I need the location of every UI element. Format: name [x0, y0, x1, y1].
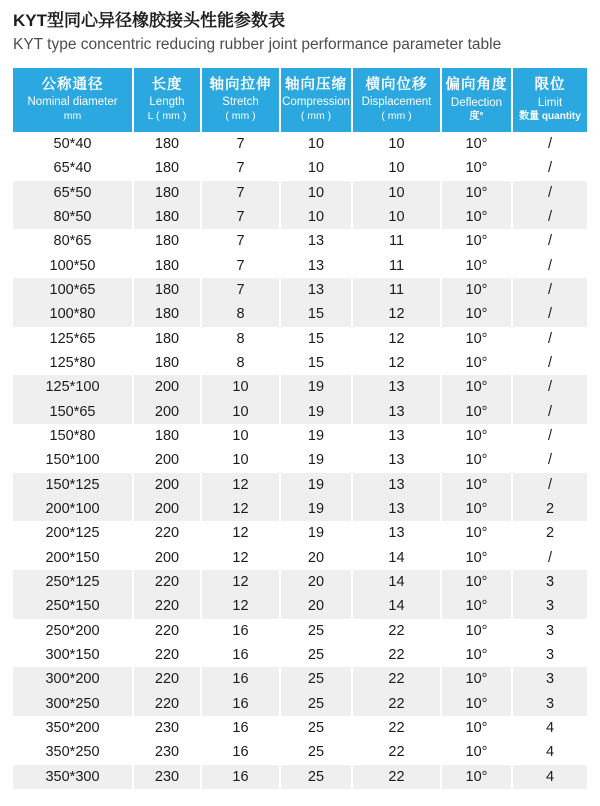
table-cell: 180 [134, 254, 202, 278]
table-cell: / [513, 327, 587, 351]
table-cell: 14 [353, 594, 442, 618]
column-title-zh: 公称通径 [41, 76, 104, 93]
table-cell: 16 [202, 643, 281, 667]
table-cell: 300*250 [13, 692, 134, 716]
table-row [13, 424, 587, 448]
table-cell: 12 [353, 351, 442, 375]
table-cell: 10° [442, 278, 513, 302]
performance-parameter-table [13, 68, 587, 789]
column-title-zh: 轴向压缩 [285, 76, 347, 93]
table-cell: 7 [202, 181, 281, 205]
table-cell: 19 [281, 473, 353, 497]
table-cell: / [513, 473, 587, 497]
table-cell: 22 [353, 765, 442, 789]
table-cell: 3 [513, 643, 587, 667]
table-cell: 10° [442, 424, 513, 448]
column-title-en: Deflection [450, 96, 503, 109]
column-title-en: Nominal diameter [27, 96, 118, 109]
table-cell: 3 [513, 619, 587, 643]
table-cell: 22 [353, 667, 442, 691]
table-cell: 150*80 [13, 424, 134, 448]
column-unit: mm [63, 110, 82, 123]
table-cell: 350*250 [13, 740, 134, 764]
table-cell: 125*100 [13, 375, 134, 399]
column-header-5 [353, 68, 442, 132]
table-cell: 300*200 [13, 667, 134, 691]
table-row [13, 351, 587, 375]
table-cell: 7 [202, 156, 281, 180]
column-title-zh: 横向位移 [365, 76, 428, 93]
table-body [13, 132, 587, 789]
table-cell: 22 [353, 643, 442, 667]
table-cell: 10 [281, 156, 353, 180]
table-cell: 15 [281, 351, 353, 375]
table-cell: 180 [134, 327, 202, 351]
table-cell: 180 [134, 351, 202, 375]
table-row [13, 400, 587, 424]
table-cell: 10° [442, 667, 513, 691]
table-row [13, 181, 587, 205]
table-row [13, 473, 587, 497]
table-cell: 10° [442, 643, 513, 667]
table-cell: 230 [134, 765, 202, 789]
table-cell: 180 [134, 181, 202, 205]
table-row [13, 254, 587, 278]
table-cell: 10° [442, 229, 513, 253]
table-cell: 220 [134, 643, 202, 667]
table-cell: 25 [281, 667, 353, 691]
table-cell: 180 [134, 278, 202, 302]
table-cell: 65*40 [13, 156, 134, 180]
table-cell: 10° [442, 570, 513, 594]
table-cell: 22 [353, 692, 442, 716]
table-cell: 180 [134, 302, 202, 326]
table-row [13, 132, 587, 156]
table-cell: 10° [442, 619, 513, 643]
table-cell: 200 [134, 400, 202, 424]
table-cell: 10° [442, 181, 513, 205]
table-cell: 10° [442, 594, 513, 618]
table-cell: 19 [281, 448, 353, 472]
table-cell: 10° [442, 546, 513, 570]
column-unit: 数量 quantity [519, 110, 581, 122]
table-cell: 13 [281, 229, 353, 253]
table-cell: 25 [281, 716, 353, 740]
column-unit: ( mm ) [225, 110, 256, 123]
table-cell: 65*50 [13, 181, 134, 205]
table-cell: 200 [134, 497, 202, 521]
table-cell: 13 [353, 473, 442, 497]
table-cell: 10 [281, 205, 353, 229]
table-cell: 125*65 [13, 327, 134, 351]
table-cell: 220 [134, 619, 202, 643]
table-cell: 10 [353, 156, 442, 180]
table-cell: 250*200 [13, 619, 134, 643]
table-cell: 200 [134, 473, 202, 497]
table-cell: 13 [353, 448, 442, 472]
table-cell: 200 [134, 375, 202, 399]
table-cell: 300*150 [13, 643, 134, 667]
table-cell: 220 [134, 570, 202, 594]
table-cell: 13 [353, 375, 442, 399]
column-title-en: Length [149, 96, 185, 109]
page-title-en: KYT type concentric reducing rubber joint performance parameter table [13, 36, 502, 54]
table-cell: 20 [281, 594, 353, 618]
table-cell: 14 [353, 570, 442, 594]
page-title-zh: KYT型同心异径橡胶接头性能参数表 [13, 11, 285, 30]
table-cell: 230 [134, 716, 202, 740]
table-cell: 350*300 [13, 765, 134, 789]
column-header-7 [513, 68, 587, 132]
column-unit: 度° [469, 110, 484, 122]
table-cell: 10 [202, 400, 281, 424]
table-cell: / [513, 546, 587, 570]
table-cell: 3 [513, 570, 587, 594]
table-cell: 220 [134, 594, 202, 618]
table-row [13, 740, 587, 764]
table-row [13, 594, 587, 618]
table-cell: 10° [442, 205, 513, 229]
table-cell: 180 [134, 132, 202, 156]
table-cell: / [513, 400, 587, 424]
table-cell: 16 [202, 740, 281, 764]
table-cell: 16 [202, 692, 281, 716]
table-cell: 16 [202, 667, 281, 691]
table-cell: 25 [281, 692, 353, 716]
table-cell: 13 [353, 521, 442, 545]
table-cell: 12 [202, 594, 281, 618]
column-title-zh: 轴向拉伸 [209, 76, 272, 93]
table-row [13, 278, 587, 302]
table-cell: 25 [281, 619, 353, 643]
table-cell: 19 [281, 521, 353, 545]
table-cell: 10 [281, 181, 353, 205]
table-cell: 180 [134, 424, 202, 448]
table-cell: 220 [134, 521, 202, 545]
table-cell: 80*50 [13, 205, 134, 229]
table-cell: 19 [281, 424, 353, 448]
column-title-zh: 偏向角度 [445, 77, 508, 94]
table-cell: 12 [202, 570, 281, 594]
table-cell: 8 [202, 327, 281, 351]
table-cell: 180 [134, 229, 202, 253]
table-row [13, 667, 587, 691]
table-cell: 7 [202, 229, 281, 253]
table-row [13, 448, 587, 472]
table-cell: / [513, 229, 587, 253]
table-cell: 180 [134, 156, 202, 180]
table-cell: 7 [202, 278, 281, 302]
column-header-4 [281, 68, 353, 132]
table-row [13, 692, 587, 716]
column-title-en: Stretch [222, 96, 259, 109]
table-cell: 11 [353, 278, 442, 302]
table-cell: 25 [281, 740, 353, 764]
table-cell: / [513, 254, 587, 278]
table-cell: / [513, 132, 587, 156]
table-cell: 10° [442, 448, 513, 472]
table-cell: 19 [281, 400, 353, 424]
table-cell: 12 [353, 302, 442, 326]
table-cell: 10° [442, 497, 513, 521]
table-cell: 80*65 [13, 229, 134, 253]
table-cell: / [513, 205, 587, 229]
table-cell: 25 [281, 765, 353, 789]
table-cell: 22 [353, 740, 442, 764]
table-cell: 10° [442, 132, 513, 156]
column-title-zh: 限位 [534, 77, 566, 94]
table-row [13, 521, 587, 545]
column-title-en: Compression [282, 96, 350, 109]
table-cell: 16 [202, 716, 281, 740]
table-cell: 10 [202, 424, 281, 448]
table-cell: 4 [513, 740, 587, 764]
table-cell: 4 [513, 765, 587, 789]
table-cell: 250*125 [13, 570, 134, 594]
table-row [13, 765, 587, 789]
table-cell: 19 [281, 497, 353, 521]
table-cell: 22 [353, 619, 442, 643]
table-cell: 2 [513, 497, 587, 521]
table-cell: 11 [353, 254, 442, 278]
table-cell: 3 [513, 692, 587, 716]
table-cell: 20 [281, 546, 353, 570]
table-cell: 230 [134, 740, 202, 764]
table-cell: 14 [353, 546, 442, 570]
table-cell: 10 [281, 132, 353, 156]
table-cell: 13 [281, 278, 353, 302]
table-cell: 3 [513, 594, 587, 618]
table-cell: 10° [442, 302, 513, 326]
table-cell: 10° [442, 351, 513, 375]
table-cell: 10 [202, 375, 281, 399]
column-header-1 [13, 68, 134, 132]
table-cell: 10° [442, 765, 513, 789]
table-cell: 12 [202, 473, 281, 497]
table-cell: 19 [281, 375, 353, 399]
table-cell: 8 [202, 351, 281, 375]
table-cell: 220 [134, 667, 202, 691]
table-row [13, 327, 587, 351]
table-cell: 22 [353, 716, 442, 740]
table-cell: 100*80 [13, 302, 134, 326]
table-row [13, 546, 587, 570]
table-cell: / [513, 375, 587, 399]
table-row [13, 205, 587, 229]
table-cell: 10° [442, 254, 513, 278]
table-row [13, 716, 587, 740]
table-cell: 10° [442, 327, 513, 351]
table-cell: 12 [202, 497, 281, 521]
table-cell: / [513, 156, 587, 180]
table-cell: 200 [134, 546, 202, 570]
table-row [13, 229, 587, 253]
table-cell: 180 [134, 205, 202, 229]
table-cell: 350*200 [13, 716, 134, 740]
table-cell: / [513, 181, 587, 205]
table-cell: / [513, 424, 587, 448]
table-row [13, 156, 587, 180]
table-cell: 150*125 [13, 473, 134, 497]
table-cell: 10 [353, 132, 442, 156]
table-cell: 7 [202, 205, 281, 229]
column-header-2 [134, 68, 202, 132]
table-row [13, 570, 587, 594]
table-row [13, 643, 587, 667]
table-cell: 10 [353, 205, 442, 229]
table-cell: 13 [353, 497, 442, 521]
table-cell: 2 [513, 521, 587, 545]
table-cell: 15 [281, 327, 353, 351]
table-cell: 16 [202, 765, 281, 789]
table-cell: 10° [442, 400, 513, 424]
table-cell: 7 [202, 254, 281, 278]
column-title-en: Displacement [361, 96, 432, 109]
table-cell: / [513, 302, 587, 326]
table-cell: 200 [134, 448, 202, 472]
column-header-3 [202, 68, 281, 132]
table-cell: 10° [442, 521, 513, 545]
table-cell: 12 [353, 327, 442, 351]
table-cell: 4 [513, 716, 587, 740]
table-cell: 200*150 [13, 546, 134, 570]
table-cell: 50*40 [13, 132, 134, 156]
table-cell: 25 [281, 643, 353, 667]
table-cell: 11 [353, 229, 442, 253]
table-header-row [13, 68, 587, 132]
table-cell: 15 [281, 302, 353, 326]
table-cell: 16 [202, 619, 281, 643]
column-header-6 [442, 68, 513, 132]
table-cell: 150*65 [13, 400, 134, 424]
column-unit: ( mm ) [381, 110, 412, 123]
table-cell: / [513, 278, 587, 302]
table-cell: 20 [281, 570, 353, 594]
table-cell: 12 [202, 521, 281, 545]
table-cell: 13 [353, 400, 442, 424]
table-row [13, 497, 587, 521]
table-row [13, 619, 587, 643]
column-unit: L ( mm ) [147, 110, 187, 123]
column-unit: ( mm ) [300, 110, 332, 123]
table-cell: 10° [442, 740, 513, 764]
table-cell: 10 [202, 448, 281, 472]
table-cell: 200*100 [13, 497, 134, 521]
table-cell: 100*50 [13, 254, 134, 278]
table-cell: 7 [202, 132, 281, 156]
table-cell: 10 [353, 181, 442, 205]
table-cell: 10° [442, 156, 513, 180]
table-cell: 10° [442, 716, 513, 740]
table-cell: / [513, 448, 587, 472]
table-cell: 100*65 [13, 278, 134, 302]
table-cell: 3 [513, 667, 587, 691]
table-cell: 8 [202, 302, 281, 326]
table-row [13, 302, 587, 326]
table-cell: 250*150 [13, 594, 134, 618]
column-title-zh: 长度 [151, 76, 183, 93]
table-cell: 125*80 [13, 351, 134, 375]
table-cell: 10° [442, 473, 513, 497]
table-cell: 13 [281, 254, 353, 278]
table-cell: 200*125 [13, 521, 134, 545]
table-cell: 13 [353, 424, 442, 448]
column-title-en: Limit [537, 96, 563, 109]
table-cell: 220 [134, 692, 202, 716]
table-cell: / [513, 351, 587, 375]
table-cell: 150*100 [13, 448, 134, 472]
table-cell: 10° [442, 692, 513, 716]
table-cell: 10° [442, 375, 513, 399]
table-row [13, 375, 587, 399]
table-cell: 12 [202, 546, 281, 570]
